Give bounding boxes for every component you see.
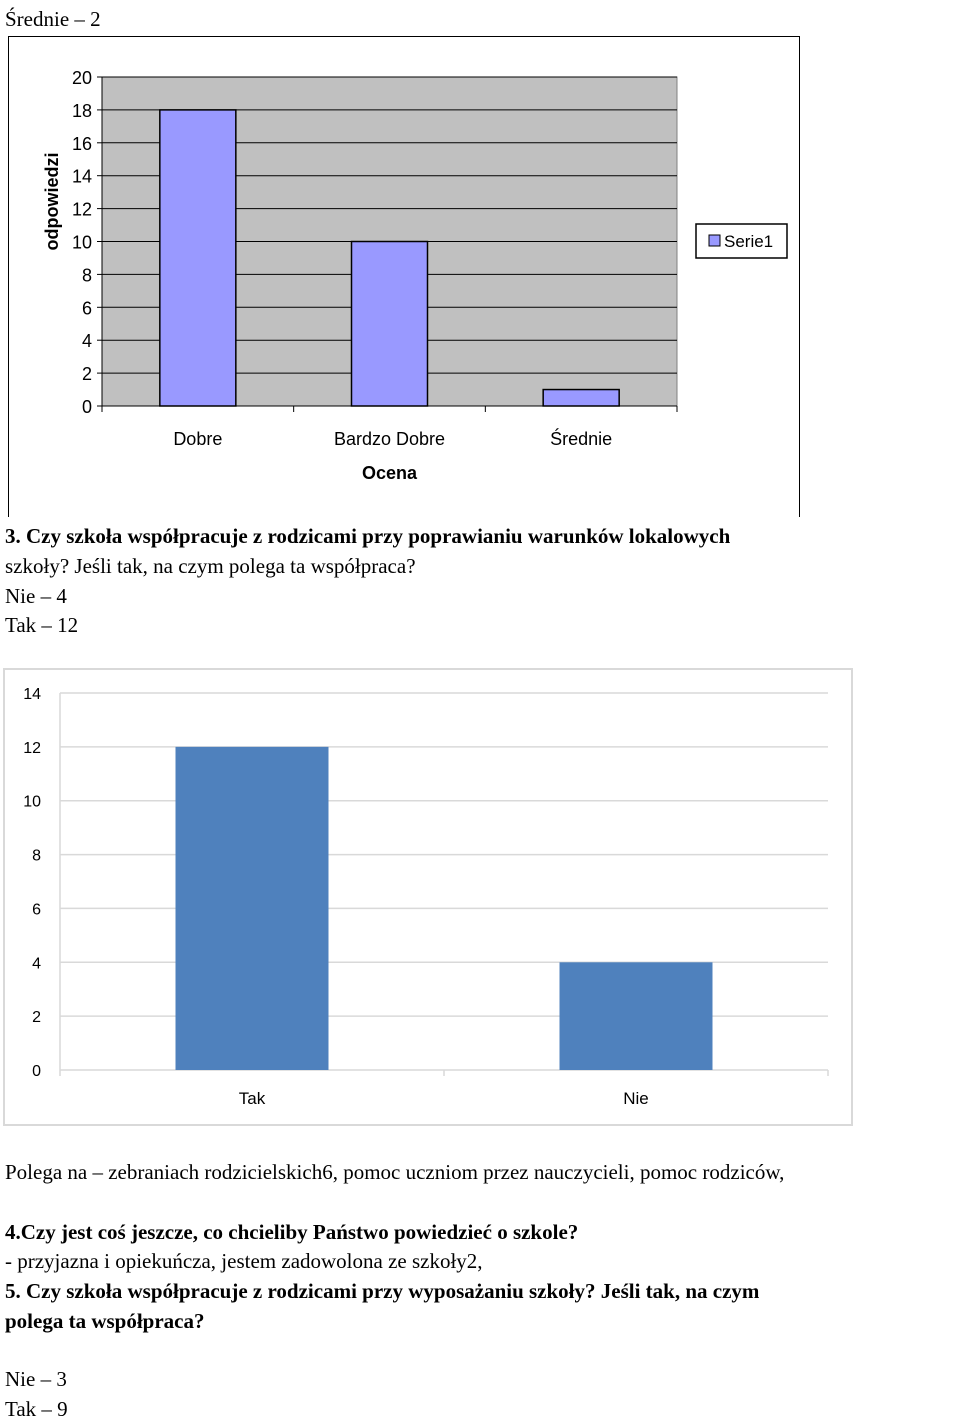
answer-nie-4: Nie – 4 (5, 584, 67, 608)
y-tick-label: 12 (71, 199, 92, 220)
question-4: 4.Czy jest coś jeszcze, co chcieliby Państwo powiedzieć o szkole? (5, 1220, 579, 1244)
answer-tak-9: Tak – 9 (5, 1397, 68, 1421)
y-tick-label: 18 (71, 100, 92, 121)
y-tick-label: 8 (81, 265, 92, 286)
bar-0 (160, 110, 236, 406)
y-tick-label: 4 (32, 955, 41, 973)
bar-1 (352, 242, 428, 407)
chart-ocena-svg (9, 37, 799, 517)
y-tick-label: 2 (32, 1009, 41, 1027)
bar-2 (543, 390, 619, 406)
question-3-line1: 3. Czy szkoła współpracuje z rodzicami przy poprawianiu warunków lokalowych (5, 524, 731, 548)
y-tick-label: 10 (71, 232, 92, 253)
chart-tak-nie (3, 668, 853, 1126)
y-tick-label: 14 (23, 686, 41, 703)
y-tick-label: 6 (32, 901, 41, 919)
y-tick-label: 0 (32, 1063, 41, 1080)
legend-label: Serie1 (724, 232, 774, 251)
x-tick-label: Dobre (173, 429, 223, 449)
srednie-count: Średnie – 2 (5, 7, 101, 31)
x-axis-title: Ocena (361, 463, 418, 483)
x-tick-label: Tak (238, 1089, 266, 1108)
y-tick-label: 20 (71, 68, 92, 88)
legend-swatch (709, 235, 720, 246)
y-axis-title: odpowiedzi (42, 152, 62, 251)
question-5-line1: 5. Czy szkoła współpracuje z rodzicami przy wyposażaniu szkoły? Jeśli tak, na czym (5, 1279, 760, 1303)
chart-ocena (8, 36, 800, 517)
question-3-line2: szkoły? Jeśli tak, na czym polega ta współpraca? (5, 554, 416, 578)
y-tick-label: 2 (81, 364, 92, 385)
y-tick-label: 4 (81, 331, 92, 352)
question-5-line2: polega ta współpraca? (5, 1309, 205, 1333)
chart-tak-nie-svg (5, 670, 851, 1124)
y-tick-label: 16 (71, 133, 92, 154)
answer-tak-12: Tak – 12 (5, 613, 79, 637)
bar-tak (176, 747, 329, 1070)
answer-4: - przyjazna i opiekuńcza, jestem zadowolona ze szkoły2, (5, 1249, 483, 1273)
bar-nie (560, 962, 713, 1070)
x-tick-label: Nie (623, 1089, 649, 1108)
polega-answer: Polega na – zebraniach rodzicielskich6, pomoc uczniom przez nauczycieli, pomoc rodziców, (5, 1160, 785, 1184)
y-tick-label: 12 (23, 739, 41, 757)
y-tick-label: 0 (81, 397, 92, 417)
y-tick-label: 14 (71, 166, 92, 187)
x-tick-label: Bardzo Dobre (333, 429, 446, 449)
y-tick-label: 6 (81, 298, 92, 319)
y-tick-label: 10 (23, 793, 41, 811)
x-tick-label: Średnie (550, 429, 613, 449)
answer-nie-3: Nie – 3 (5, 1367, 67, 1391)
y-tick-label: 8 (32, 847, 41, 865)
